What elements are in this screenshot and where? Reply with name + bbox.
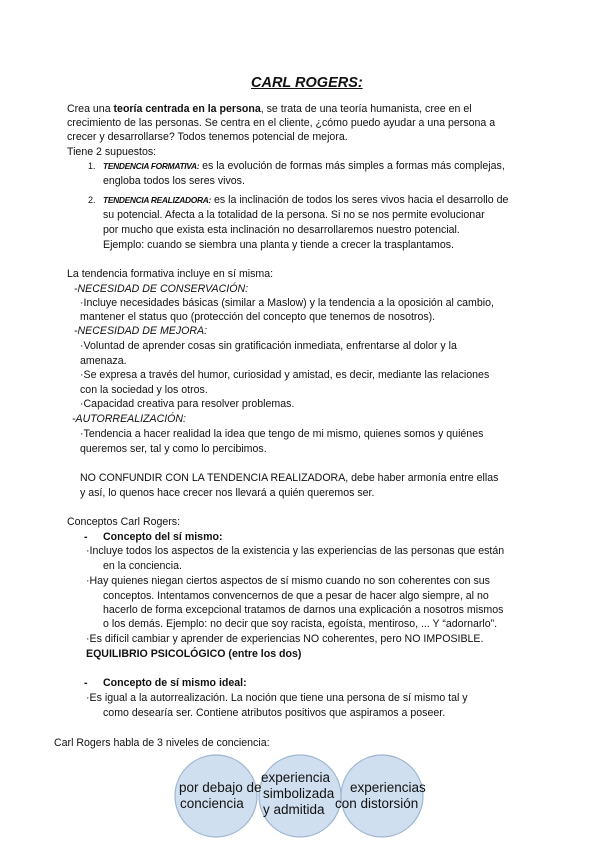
circle-2-line-2: simbolizada	[263, 786, 335, 801]
circle-2-line-1: experiencia	[261, 770, 331, 785]
concepto-1-dash: -	[84, 531, 88, 543]
supuesto-1-line-2: engloba todos los seres vivos.	[103, 175, 245, 187]
supuesto-2-line-3: por mucho que exista esta inclinación no desarrollaremos nuestro potencial.	[103, 224, 460, 236]
concepto-2-title: Concepto de sí mismo ideal:	[103, 677, 247, 689]
concepto-1-line-3: ·Hay quienes niegan ciertos aspectos de sí mismo cuando no son coherentes con sus	[86, 575, 490, 587]
supuesto-1-number: 1.	[88, 161, 96, 171]
concepto-2-line-1: ·Es igual a la autorrealización. La noción que tiene una persona de sí mismo tal y	[86, 692, 468, 704]
circle-3-line-2: con distorsión	[335, 796, 419, 811]
mejora-line-2: amenaza.	[80, 355, 127, 367]
intro-line-1	[67, 103, 472, 116]
circle-1-line-1: por debajo de	[179, 780, 262, 795]
page-title: CARL ROGERS:	[251, 75, 363, 91]
autorrealizacion-line-1: ·Tendencia a hacer realidad la idea que tengo de mi mismo, quienes somos y quiénes	[80, 428, 484, 440]
mejora-line-5: ·Capacidad creativa para resolver problemas.	[80, 398, 295, 410]
mejora-heading: -NECESIDAD DE MEJORA:	[74, 325, 208, 337]
concepto-1-line-4: conceptos. Intentamos convencernos de que a pesar de hacer algo siempre, al no	[103, 590, 489, 602]
circle-3-line-1: experiencias	[350, 780, 426, 795]
mejora-line-3: ·Se expresa a través del humor, curiosidad y amistad, es decir, mediante las relaciones	[80, 369, 490, 381]
concepto-2-dash: -	[84, 677, 88, 689]
supuesto-2-number: 2.	[88, 195, 96, 205]
intro-line-2: crecimiento de las personas. Se centra en el cliente, ¿cómo puedo ayudar a una persona a	[67, 117, 496, 129]
conservacion-line-1: ·Incluye necesidades básicas (similar a Maslow) y la tendencia a la oposición al cambio,	[80, 297, 494, 309]
circle-1-line-2: conciencia	[180, 796, 244, 811]
concepto-2-line-2: como desearía ser. Contiene atributos positivos que aspiramos a poseer.	[103, 707, 446, 719]
note-line-2: y así, lo quenos hace crecer nos llevará a quién queremos ser.	[80, 487, 375, 499]
supuesto-1-label: TENDENCIA FORMATIVA:	[103, 161, 200, 171]
supuesto-1-text: es la evolución de formas más simples a formas más complejas,	[199, 160, 505, 172]
conceptos-heading: Conceptos Carl Rogers:	[67, 516, 181, 528]
supuesto-1-line-1	[103, 160, 505, 173]
concepto-1-line-1: ·Incluye todos los aspectos de la existencia y las experiencias de las personas que están	[86, 545, 505, 557]
autorrealizacion-line-2: queremos ser, tal y como lo percibimos.	[80, 443, 267, 455]
autorrealizacion-heading: -AUTORREALIZACIÓN:	[72, 413, 186, 425]
intro-line-4: Tiene 2 supuestos:	[67, 146, 157, 158]
conservacion-line-2: mantener el status quo (protección del concepto que tenemos de nosotros).	[80, 311, 436, 323]
intro-text-c: , se trata de una teoría humanista, cree en el	[260, 103, 472, 115]
supuesto-2-text: es la inclinación de todos los seres vivos hacia el desarrollo de	[211, 194, 509, 206]
intro-bold-term: teoría centrada en la persona	[113, 103, 261, 115]
supuesto-2-line-4: Ejemplo: cuando se siembra una planta y tiende a crecer la trasplantamos.	[103, 239, 454, 251]
conservacion-heading: -NECESIDAD DE CONSERVACIÓN:	[74, 283, 249, 295]
intro-line-3: crecer y desarrollarse? Todos tenemos potencial de mejora.	[67, 131, 348, 143]
concepto-1-line-6: o los demás. Ejemplo: no decir que soy racista, egoísta, mentiroso, ... Y “adornarlo”.	[103, 618, 498, 630]
circle-2-line-3: y admitida	[263, 802, 325, 817]
mejora-line-4: con la sociedad y los otros.	[80, 384, 208, 396]
equilibrio-psicologico: EQUILIBRIO PSICOLÓGICO (entre los dos)	[86, 648, 302, 660]
note-line-1: NO CONFUNDIR CON LA TENDENCIA REALIZADORA, debe haber armonía entre ellas	[80, 472, 499, 484]
niveles-diagram	[174, 752, 436, 844]
concepto-1-title: Concepto del sí mismo:	[103, 531, 223, 543]
concepto-1-line-7: ·Es difícil cambiar y aprender de experiencias NO coherentes, pero NO IMPOSIBLE.	[86, 633, 484, 645]
intro-text-a: Crea una	[67, 103, 114, 115]
supuesto-2-label: TENDENCIA REALIZADORA:	[103, 195, 212, 205]
concepto-1-line-5: hacerlo de forma excepcional tratamos de darnos una explicación a nosotros mismos	[103, 604, 504, 616]
niveles-intro: Carl Rogers habla de 3 niveles de conciencia:	[54, 737, 270, 749]
concepto-1-line-2: en la conciencia.	[103, 560, 182, 572]
supuesto-2-line-1	[103, 194, 508, 207]
mejora-line-1: ·Voluntad de aprender cosas sin gratificación inmediata, enfrentarse al dolor y la	[80, 340, 457, 352]
formativa-intro: La tendencia formativa incluye en sí misma:	[67, 268, 274, 280]
supuesto-2-line-2: su potencial. Afecta a la totalidad de la persona. Si no se nos permite evolucionar	[103, 209, 485, 221]
